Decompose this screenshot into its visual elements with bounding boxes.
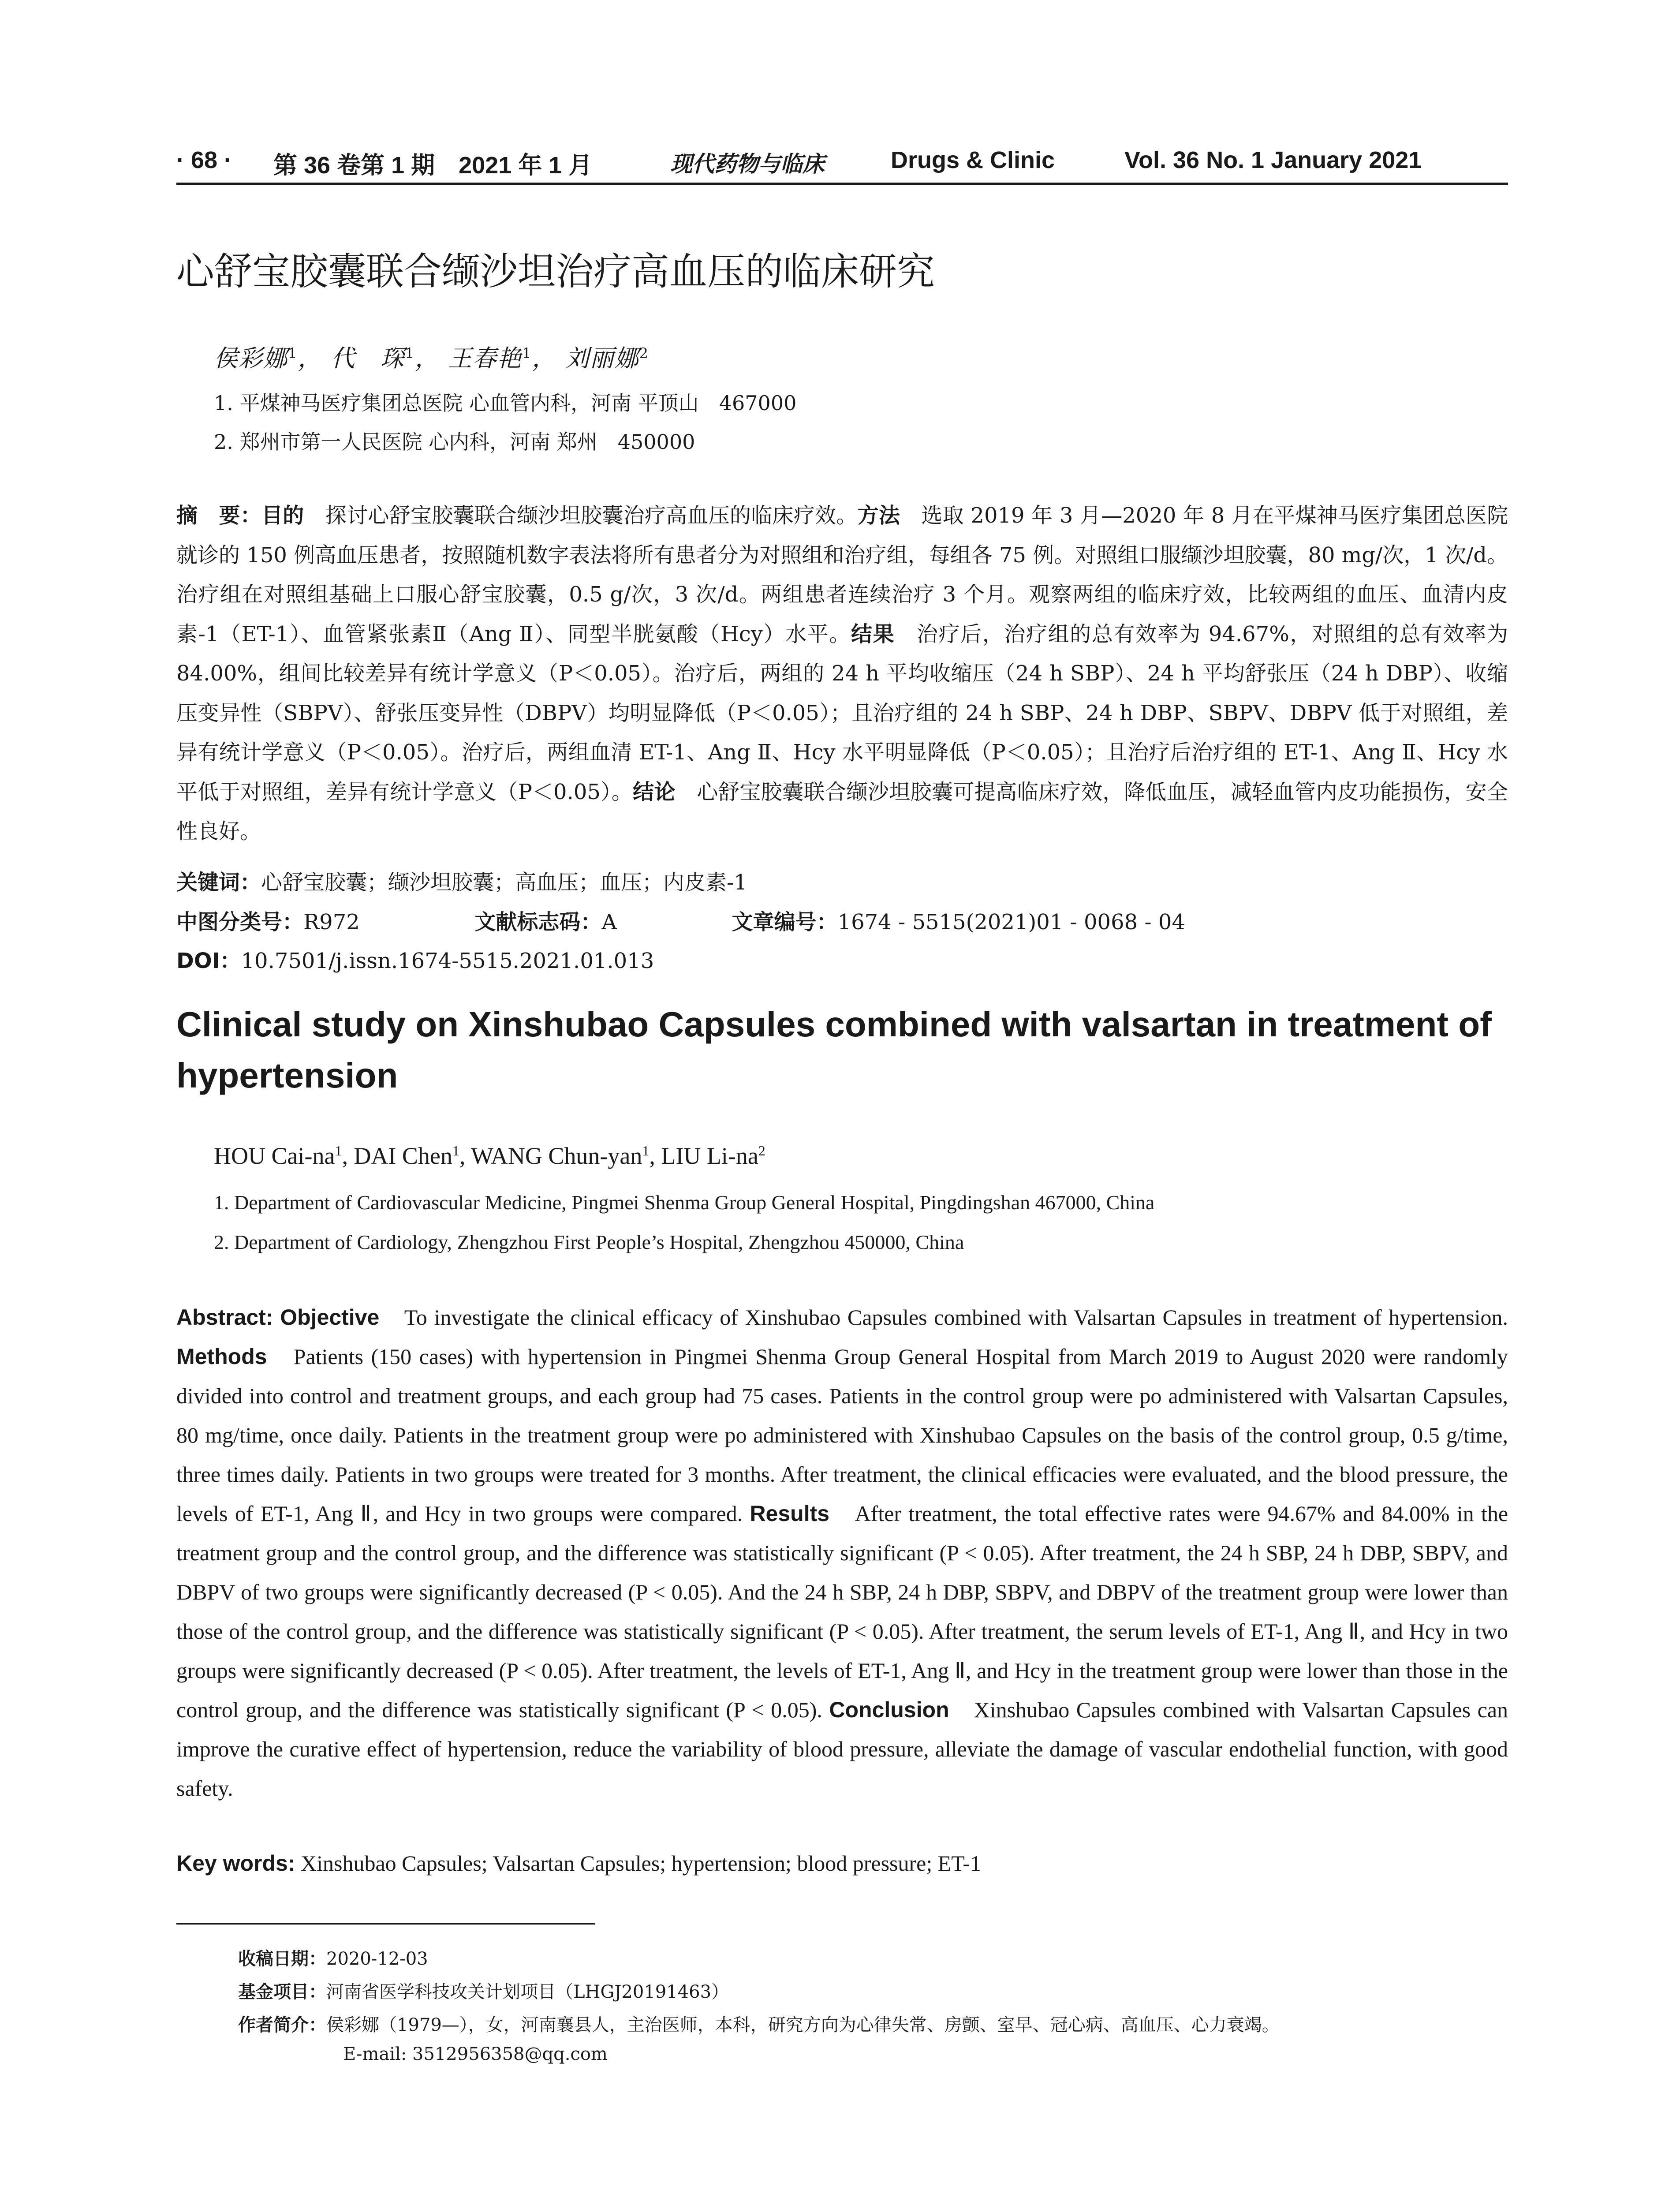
- methods-label: 方法: [857, 503, 900, 528]
- clc-label: 中图分类号：: [176, 910, 304, 934]
- affiliation-en-1: 1. Department of Cardiovascular Medicine, Pingmei Shenma Group General Hospital, Pingdingshan 467000, China: [214, 1191, 1155, 1214]
- doi-line: [176, 944, 654, 974]
- volume-issue-cn: 第 36 卷第 1 期 2021 年 1 月: [273, 152, 593, 179]
- classification-line: [176, 905, 1185, 935]
- author-affiliation-mark: 1: [288, 345, 298, 362]
- title-cn: 心舒宝胶囊联合缬沙坦治疗高血压的临床研究: [176, 250, 935, 294]
- abstract-cn: [176, 496, 1508, 852]
- abstract-en: [176, 1298, 1508, 1808]
- results-label: 结果: [851, 621, 895, 647]
- doi-value: 10.7501/j.issn.1674-5515.2021.01.013: [241, 949, 654, 973]
- journal-name-cn: 现代药物与临床: [670, 151, 825, 177]
- author-affiliation-mark: 2: [758, 1143, 765, 1159]
- keywords-en: [176, 1850, 981, 1876]
- doc-code-label: 文献标志码：: [474, 910, 602, 934]
- author-name: 刘丽娜: [565, 344, 639, 372]
- methods-text: Patients (150 cases) with hypertension in Pingmei Shenma Group General Hospital from March 2019 to August 2020 were randomly divided into control and treatment groups, and each group had 75 cases. Patients in the control group were po administered with Valsartan Capsules, 80 mg/time, once daily. Patients in the treatment group were po administered with Xinshubao Capsules on the basis of the control group, 0.5 g/time, three times daily. Patients in two groups were treated for 3 months. After treatment, the clinical efficacies were evaluated, and the blood pressure, the levels of ET-1, Ang Ⅱ, and Hcy in two groups were compared.: [176, 1344, 1508, 1526]
- affiliation-cn-1: 1. 平煤神马医疗集团总医院 心血管内科，河南 平顶山 467000: [214, 391, 797, 415]
- fund-text: 河南省医学科技攻关计划项目（LHGJ20191463）: [326, 1982, 729, 2002]
- keywords-cn: [176, 865, 747, 896]
- footnote-divider: [176, 1923, 595, 1925]
- results-text: 治疗后，治疗组的总有效率为 94.67%，对照组的总有效率为 84.00%，组间比较差异有统计学意义（P＜0.05）。治疗后，两组的 24 h 平均收缩压（24 h SBP）、24 h 平均舒张压（24 h DBP）、收缩压变异性（SBPV）、舒张压变异性（DBPV）均明显降低（P＜0.05）；且治疗组的 24 h SBP、24 h DBP、SBPV、DBPV 低于对照组，差异有统计学意义（P＜0.05）。治疗后，两组血清 ET-1、Ang Ⅱ、Hcy 水平明显降低（P＜0.05）；且治疗后治疗组的 ET-1、Ang Ⅱ、Hcy 水平低于对照组，差异有统计学意义（P＜0.05）。: [176, 621, 1508, 804]
- title-en: Clinical study on Xinshubao Capsules combined with valsartan in treatment of hypertension: [176, 1005, 1492, 1095]
- author-affiliation-mark: 2: [639, 345, 649, 362]
- author-name: 王春艳: [448, 344, 523, 372]
- conclusion-label: Conclusion: [829, 1697, 949, 1722]
- objective-label: Objective: [280, 1305, 380, 1330]
- authors-cn: 侯彩娜$^1$， 代 琛$^1$， 王春艳$^1$， 刘丽娜$^2$: [214, 344, 649, 372]
- results-text: After treatment, the total effective rates were 94.67% and 84.00% in the treatment group and the control group, and the difference was statistically significant (P < 0.05). After treatment, the 24 h SBP, 24 h DBP, SBPV, and DBPV of two groups were significantly decreased (P < 0.05). And the 24 h SBP, 24 h DBP, SBPV, and DBPV of the treatment group were lower than those of the control group, and the difference was statistically significant (P < 0.05). After treatment, the serum levels of ET-1, Ang Ⅱ, and Hcy in two groups were significantly decreased (P < 0.05). After treatment, the levels of ET-1, Ang Ⅱ, and Hcy in the treatment group were lower than those in the control group, and the difference was statistically significant (P < 0.05).: [176, 1501, 1508, 1722]
- author-bio-text: 侯彩娜（1979—），女，河南襄县人，主治医师，本科，研究方向为心律失常、房颤、室早、冠心病、高血压、心力衰竭。: [326, 2015, 1280, 2035]
- objective-label: 目的: [261, 503, 304, 528]
- running-header: [176, 140, 1508, 185]
- footnote-received: [238, 1945, 428, 1970]
- volume-issue-en: Vol. 36 No. 1 January 2021: [1124, 147, 1422, 173]
- fund-label: 基金项目：: [238, 1982, 326, 2002]
- objective-text: 探讨心舒宝胶囊联合缬沙坦胶囊治疗高血压的临床疗效。: [304, 503, 858, 528]
- footnote-author: [238, 2011, 1280, 2036]
- author-affiliation-mark: 1: [642, 1143, 650, 1159]
- clc-value: R972: [303, 910, 360, 934]
- author-affiliation-mark: 1: [522, 345, 532, 362]
- author-name: 侯彩娜: [214, 344, 288, 372]
- author-affiliation-mark: 1: [405, 345, 415, 362]
- author-name: LIU Li-na: [661, 1143, 758, 1169]
- conclusion-label: 结论: [633, 779, 676, 804]
- author-affiliation-mark: 1: [452, 1143, 459, 1159]
- author-affiliation-mark: 1: [335, 1143, 342, 1159]
- results-label: Results: [750, 1501, 830, 1526]
- author-name: WANG Chun-yan: [470, 1143, 642, 1169]
- journal-name-en: Drugs & Clinic: [891, 147, 1055, 173]
- methods-label: Methods: [176, 1344, 267, 1369]
- keywords-text: 心舒宝胶囊；缬沙坦胶囊；高血压；血压；内皮素-1: [261, 870, 747, 895]
- author-name: 代 琛: [331, 344, 405, 372]
- keywords-label: 关键词：: [176, 870, 261, 895]
- keywords-label: Key words:: [176, 1851, 295, 1876]
- article-no-label: 文章编号：: [732, 910, 838, 934]
- received-label: 收稿日期：: [238, 1949, 326, 1969]
- author-name: DAI Chen: [354, 1143, 452, 1169]
- page-number: · 68 ·: [176, 147, 232, 173]
- doi-label: DOI：: [176, 949, 241, 973]
- authors-en: HOU Cai-$na^1$, DAI Chen$^1$, WANG Chun-yan$^1$, LIU $Li-na^2$: [214, 1143, 765, 1169]
- objective-text: To investigate the clinical efficacy of Xinshubao Capsules combined with Valsartan Capsules in treatment of hypertension.: [379, 1305, 1508, 1330]
- conclusion-text: 心舒宝胶囊联合缬沙坦胶囊可提高临床疗效，降低血压，减轻血管内皮功能损伤，安全性良好。: [176, 779, 1508, 844]
- keywords-text: Xinshubao Capsules; Valsartan Capsules; hypertension; blood pressure; ET-1: [295, 1851, 981, 1876]
- affiliation-en-2: 2. Department of Cardiology, Zhengzhou First People’s Hospital, Zhengzhou 450000, China: [214, 1231, 964, 1253]
- article-no-value: 1674 - 5515(2021)01 - 0068 - 04: [837, 910, 1185, 934]
- methods-text: 选取 2019 年 3 月—2020 年 8 月在平煤神马医疗集团总医院就诊的 150 例高血压患者，按照随机数字表法将所有患者分为对照组和治疗组，每组各 75 例。对照组口服缬沙坦胶囊，80 mg/次，1 次/d。治疗组在对照组基础上口服心舒宝胶囊，0.5 g/次，3 次/d。两组患者连续治疗 3 个月。观察两组的临床疗效，比较两组的血压、血清内皮素-1（ET-1）、血管紧张素Ⅱ（Ang Ⅱ）、同型半胱氨酸（Hcy）水平。: [176, 503, 1508, 647]
- abstract-label: Abstract:: [176, 1305, 273, 1330]
- received-date: 2020-12-03: [326, 1949, 428, 1969]
- footnote-fund: [238, 1978, 729, 2003]
- doc-code-value: A: [601, 910, 617, 934]
- author-email: E-mail: 3512956358@qq.com: [343, 2044, 608, 2064]
- affiliation-cn-2: 2. 郑州市第一人民医院 心内科，河南 郑州 450000: [214, 430, 695, 454]
- author-name: HOU Cai-na: [214, 1143, 335, 1169]
- conclusion-text: Xinshubao Capsules combined with Valsartan Capsules can improve the curative effect of hypertension, reduce the variability of blood pressure, alleviate the damage of vascular endothelial function, with good safety.: [176, 1697, 1508, 1801]
- abstract-label: 摘 要：: [176, 503, 262, 528]
- author-bio-label: 作者简介：: [238, 2015, 326, 2035]
